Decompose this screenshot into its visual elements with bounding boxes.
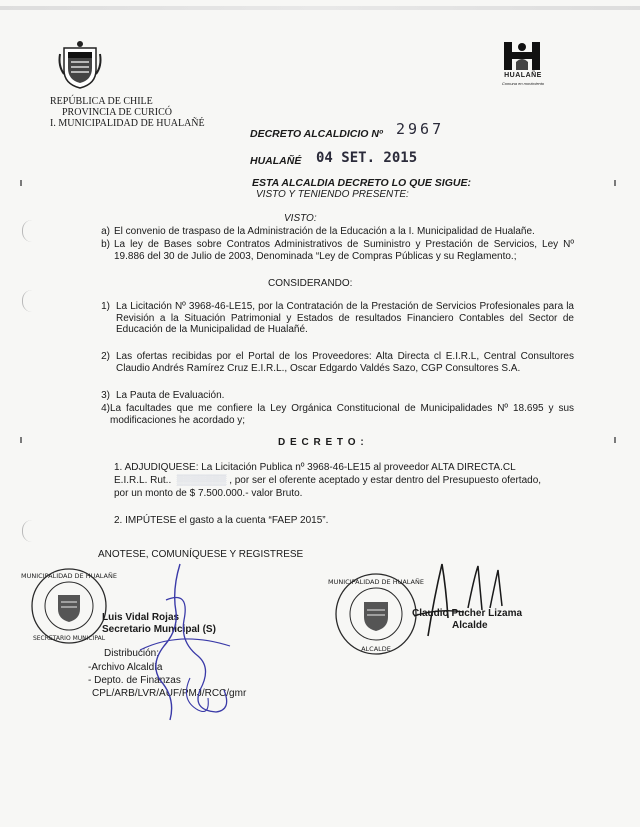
list-text: El convenio de traspaso de la Administración de la Educación a la I. Municipalidad de Hualañe. — [114, 226, 535, 237]
rut-prefix: E.I.R.L. Rut.. — [114, 475, 172, 486]
distribution-line: - Depto. de Finanzas — [88, 675, 181, 686]
punch-hole-mark — [22, 290, 37, 312]
chile-crest-icon — [58, 40, 102, 90]
mayor-name: Claudio Pucher Lizama — [412, 608, 523, 619]
intro-line: VISTO Y TENIENDO PRESENTE: — [256, 189, 409, 200]
svg-text:ALCALDE: ALCALDE — [361, 645, 391, 653]
scan-mark — [20, 180, 22, 186]
considerando-item — [96, 390, 574, 402]
list-text: La facultades que me confiere la Ley Orgánica Constitucional de Municipalidades Nº 18.695 y sus modificaciones he acordado y; — [110, 403, 574, 426]
list-text: Las ofertas recibidas por el Portal de los Proveedores: Alta Directa cl E.I.R.L, Central Consultores Claudio Andrés Ramírez Cruz E.I.R.L., Oscar Edgardo Valdés Sazo, CGP Consultores S.A. — [116, 351, 574, 374]
decreto-item-1-line — [114, 475, 576, 487]
decree-number: 2967 — [396, 120, 445, 138]
logo-name: HUALAÑE — [504, 72, 542, 79]
date-stamp: 04 SET. 2015 — [316, 150, 418, 166]
punch-hole-mark — [22, 520, 37, 542]
mayor-seal — [328, 572, 424, 656]
header-line: I. MUNICIPALIDAD DE HUALAÑÉ — [50, 118, 205, 129]
secretary-name: Luis Vidal Rojas — [102, 612, 180, 623]
intro-line: ESTA ALCALDIA DECRETO LO QUE SIGUE: — [252, 177, 471, 189]
list-label: 4) — [101, 403, 110, 414]
svg-text:MUNICIPALIDAD DE HUALAÑE: MUNICIPALIDAD DE HUALAÑE — [21, 572, 117, 580]
scan-mark — [614, 437, 616, 443]
decree-number-label: DECRETO ALCALDICIO Nº — [250, 128, 383, 140]
svg-text:MUNICIPALIDAD DE HUALAÑE: MUNICIPALIDAD DE HUALAÑE — [328, 578, 424, 586]
mayor-title: Alcalde — [452, 620, 488, 631]
rut-suffix: , por ser el oferente aceptado y estar dentro del Presupuesto ofertado, — [229, 475, 542, 486]
considerando-item — [96, 301, 574, 336]
decreto-heading: D E C R E T O : — [278, 437, 365, 448]
visto-item — [96, 239, 574, 262]
decreto-item-2: 2. IMPÚTESE el gasto a la cuenta “FAEP 2015”. — [114, 515, 329, 526]
scan-edge — [0, 6, 640, 10]
considerando-item — [96, 351, 574, 374]
distribution-line: -Archivo Alcaldía — [88, 662, 163, 673]
distribution-heading: Distribución: — [104, 648, 160, 659]
visto-heading: VISTO: — [284, 213, 317, 224]
list-label: 2) — [101, 351, 110, 362]
considerando-item — [96, 403, 574, 426]
decreto-item-1-line: por un monto de $ 7.500.000.- valor Bruto. — [114, 488, 303, 499]
punch-hole-mark — [22, 220, 37, 242]
list-text: La Licitación Nº 3968-46-LE15, por la Contratación de la Prestación de Servicios Profesionales para la Revisión a la Situación Patrimonial y Estados de resultados Financiero Contables del Sector de Educación de la Municipalidad de Hualañé. — [116, 301, 574, 335]
decreto-item-1-line: 1. ADJUDIQUESE: La Licitación Publica nº 3968-46-LE15 al proveedor ALTA DIRECTA.CL — [114, 462, 516, 473]
list-label: 1) — [101, 301, 110, 312]
distribution-line: CPL/ARB/LVR/AUF/PMJ/RCC/gmr — [92, 688, 247, 699]
logo-tagline: Comuna en movimiento — [501, 81, 545, 86]
header-line: PROVINCIA DE CURICÓ — [62, 107, 173, 118]
place-label: HUALAÑÉ — [250, 155, 302, 167]
list-label: 3) — [101, 390, 110, 401]
redacted-rut: ▒▒▒▒▒▒▒ — [171, 475, 230, 486]
secretary-seal — [21, 567, 117, 645]
issuer-header — [50, 96, 205, 129]
mayor-signature-icon — [408, 558, 518, 638]
considerando-heading: CONSIDERANDO: — [268, 278, 353, 289]
list-text: La Pauta de Evaluación. — [116, 390, 225, 401]
header-line: REPÚBLICA DE CHILE — [50, 96, 153, 107]
secretary-title: Secretario Municipal (S) — [102, 624, 216, 635]
scan-mark — [614, 180, 616, 186]
secretary-signature-icon — [120, 560, 260, 730]
closing-formula: ANOTESE, COMUNÍQUESE Y REGISTRESE — [98, 549, 304, 560]
list-label: b) — [101, 239, 110, 250]
scan-mark — [20, 437, 22, 443]
list-label: a) — [101, 226, 110, 237]
list-text: La ley de Bases sobre Contratos Administrativos de Suministro y Prestación de Servicios, Ley Nº 19.886 del 30 de Julio de 2003, Denominada “Ley de Compras Públicas y su Reglamento.; — [114, 239, 574, 262]
visto-item — [96, 226, 574, 238]
svg-text:SECRETARIO MUNICIPAL: SECRETARIO MUNICIPAL — [32, 635, 106, 642]
